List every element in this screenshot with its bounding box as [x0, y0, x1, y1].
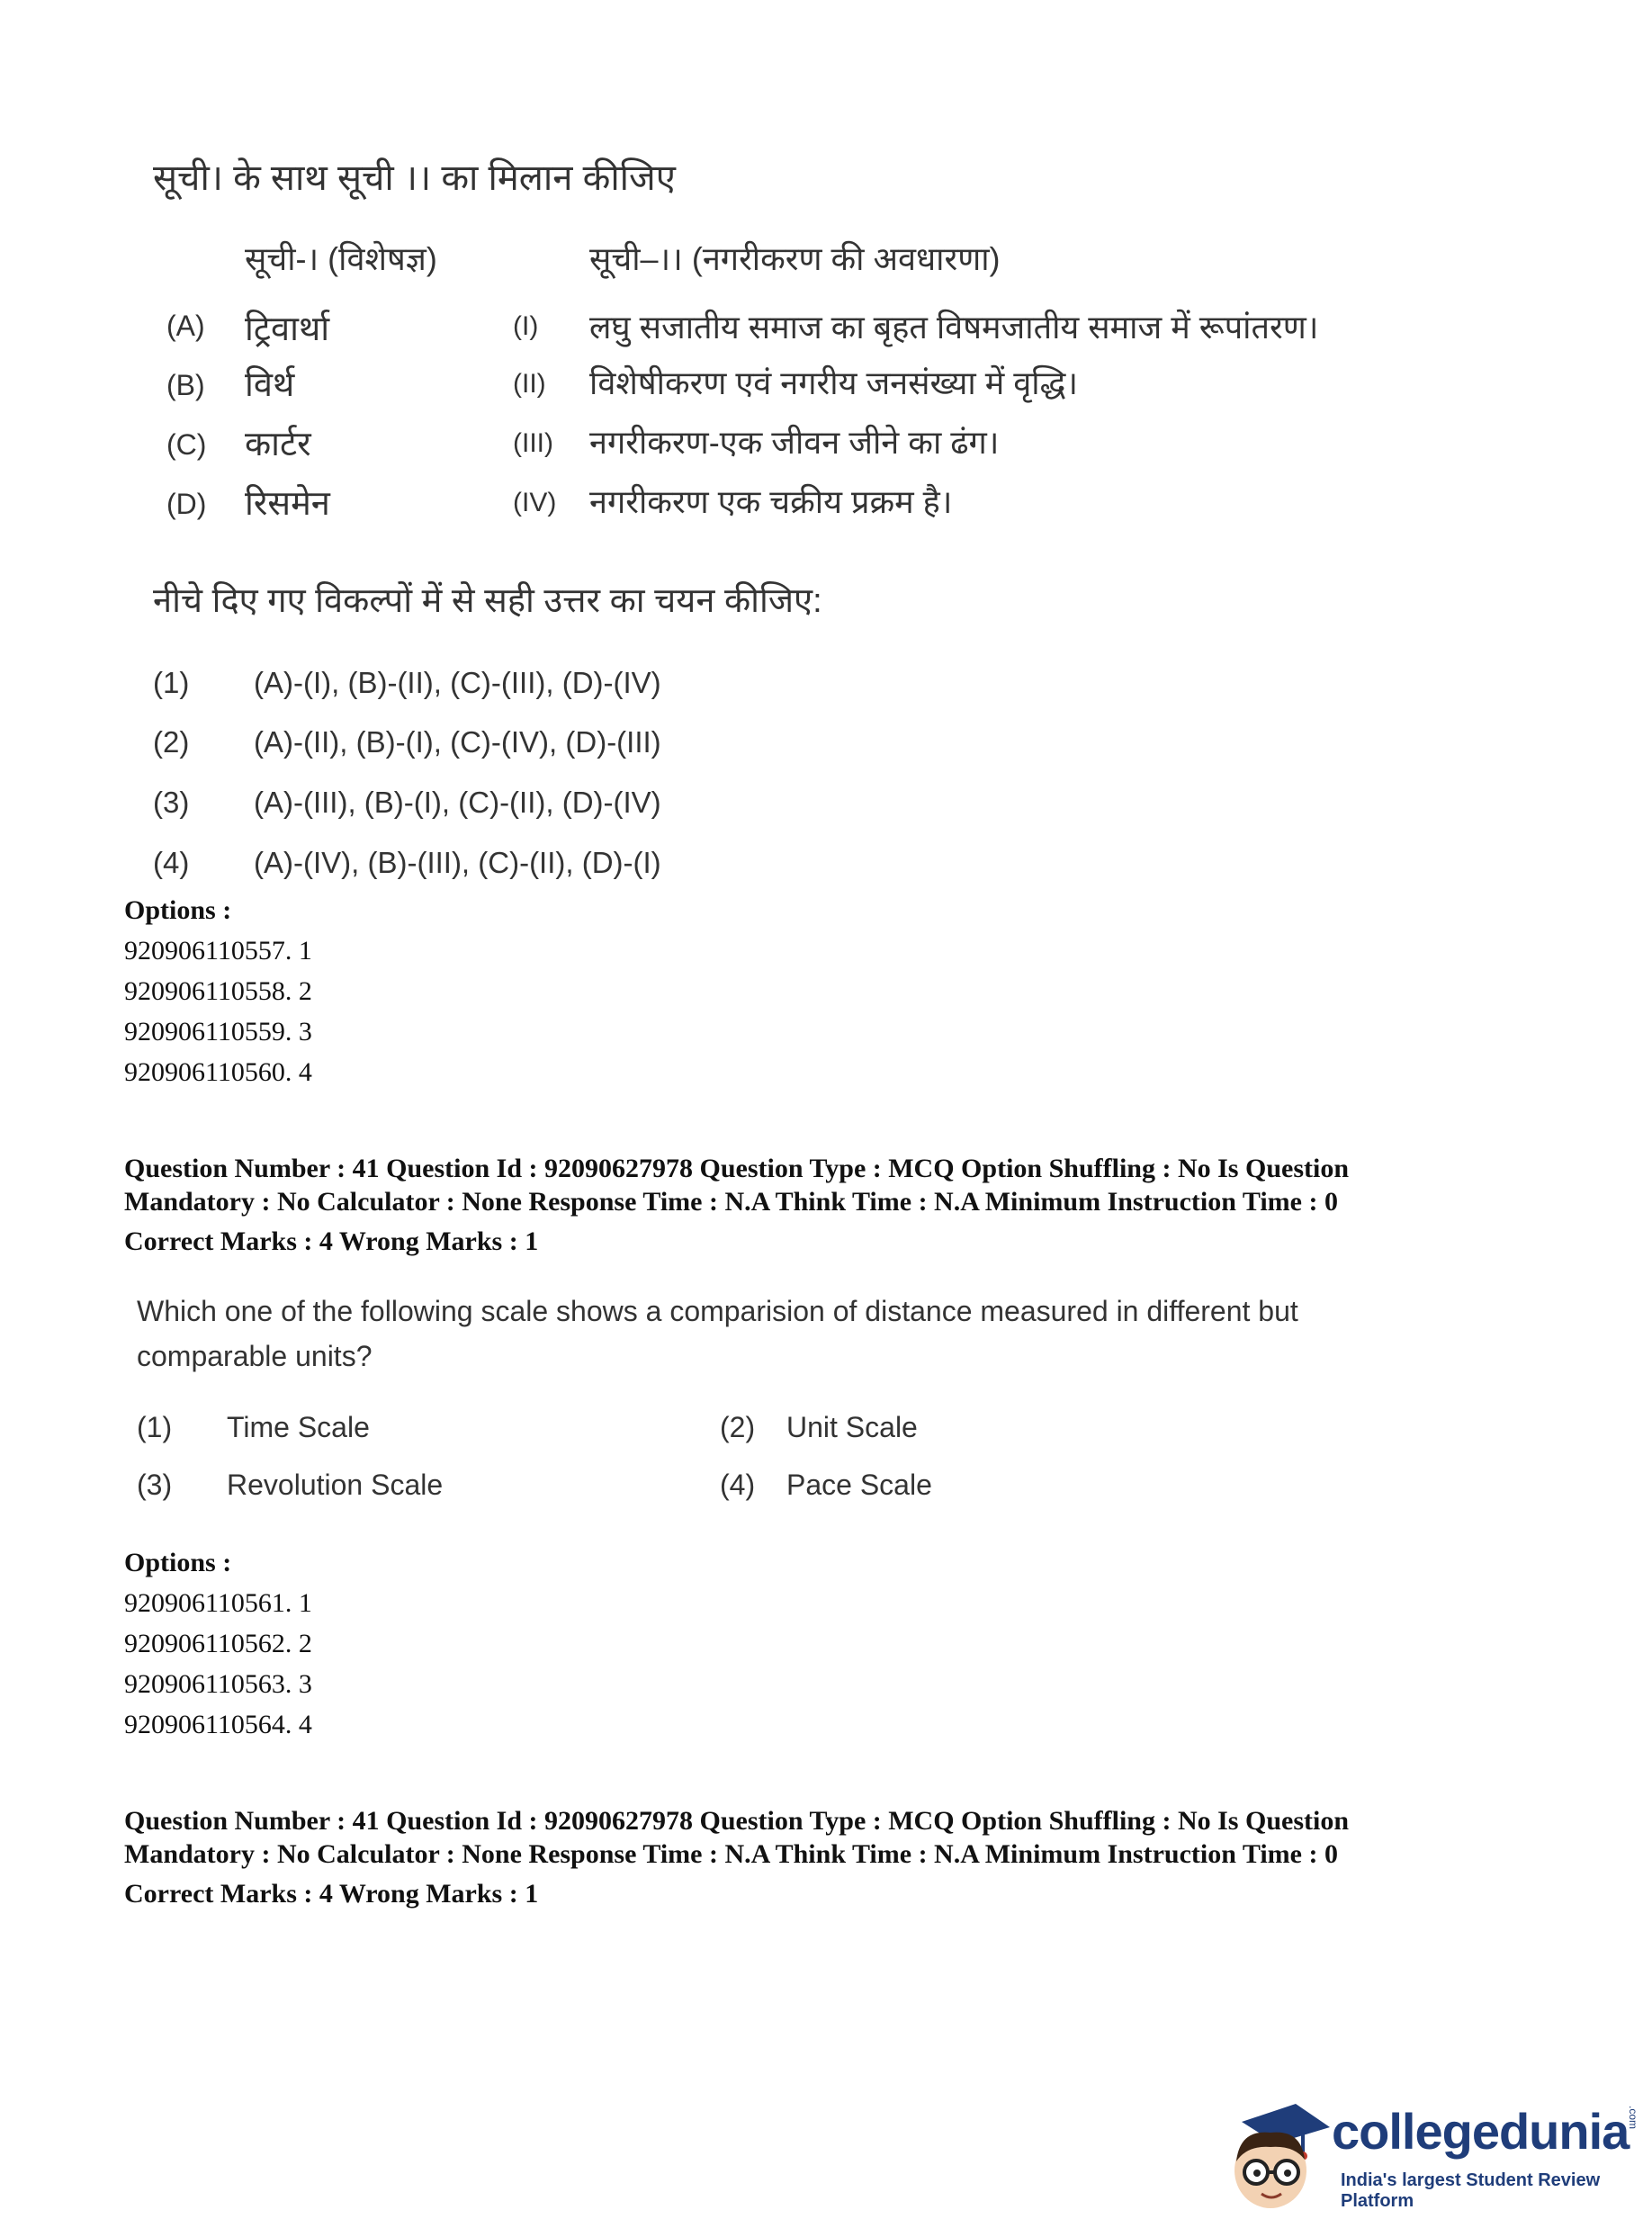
- answer-text: (A)-(II), (B)-(I), (C)-(IV), (D)-(III): [254, 725, 661, 759]
- list1-letter: (B): [166, 369, 205, 401]
- collegedunia-logo[interactable]: [1215, 2097, 1638, 2214]
- meta-line: Correct Marks : 4 Wrong Marks : 1: [124, 1879, 539, 1909]
- list2-item: लघु सजातीय समाज का बृहत विषमजातीय समाज में रूपांतरण।: [589, 309, 1319, 346]
- list2-roman: (III): [513, 428, 553, 458]
- answer-number: (3): [153, 786, 190, 819]
- question-meta: [124, 1804, 1528, 1910]
- hindi-instruction: नीचे दिए गए विकल्पों में से सही उत्तर का चयन कीजिए:: [153, 582, 822, 620]
- list2-roman: (I): [513, 311, 539, 341]
- english-option: Revolution Scale: [227, 1469, 444, 1501]
- list1-item: ट्रिवार्था: [245, 310, 330, 348]
- answer-number: (4): [153, 846, 190, 879]
- english-question-text: Which one of the following scale shows a comparision of distance measured in different but comparable units?: [137, 1295, 1298, 1372]
- list1-header: सूची-। (विशेषज्ञ): [245, 240, 437, 277]
- answer-number: (2): [153, 725, 190, 759]
- list2-item: नगरीकरण-एक जीवन जीने का ढंग।: [589, 424, 1000, 461]
- list2-item: विशेषीकरण एवं नगरीय जनसंख्या में वृद्धि।: [589, 364, 1079, 401]
- answer-number: (1): [153, 666, 190, 699]
- logo-wordmark: collegedunia: [1332, 2103, 1630, 2160]
- english-option: Unit Scale: [786, 1411, 918, 1443]
- answer-text: (A)-(I), (B)-(II), (C)-(III), (D)-(IV): [254, 666, 661, 699]
- options-title: Options :: [124, 895, 232, 925]
- list1-letter: (D): [166, 488, 207, 520]
- hindi-question-title: सूची। के साथ सूची ।। का मिलान कीजिए: [153, 158, 676, 198]
- option-id: 920906110563. 3: [124, 1669, 312, 1699]
- list1-item: विर्थ: [245, 366, 295, 404]
- question-meta: [124, 1152, 1528, 1258]
- meta-line: Question Number : 41 Question Id : 92090627978 Question Type : MCQ Option Shuffling : No Is Question: [124, 1154, 1350, 1183]
- english-option-number: (1): [137, 1411, 173, 1443]
- meta-line: Question Number : 41 Question Id : 92090627978 Question Type : MCQ Option Shuffling : No Is Question: [124, 1806, 1350, 1836]
- logo-tagline: India's largest Student Review Platform: [1341, 2170, 1601, 2211]
- option-id: 920906110560. 4: [124, 1057, 312, 1087]
- answer-text: (A)-(IV), (B)-(III), (C)-(II), (D)-(I): [254, 846, 661, 879]
- meta-line: Mandatory : No Calculator : None Response Time : N.A Think Time : N.A Minimum Instruction Time : 0: [124, 1839, 1338, 1869]
- english-option: Time Scale: [227, 1411, 370, 1443]
- meta-line: Correct Marks : 4 Wrong Marks : 1: [124, 1226, 539, 1256]
- logo-domain: .com: [1627, 2105, 1640, 2130]
- option-id: 920906110558. 2: [124, 976, 312, 1006]
- english-option-number: (2): [720, 1411, 756, 1443]
- list1-item: कार्टर: [245, 426, 311, 463]
- english-option-number: (4): [720, 1469, 756, 1501]
- list2-header: सूची–।। (नगरीकरण की अवधारणा): [589, 240, 1001, 277]
- list1-letter: (C): [166, 428, 207, 461]
- option-id: 920906110557. 1: [124, 936, 312, 966]
- answer-text: (A)-(III), (B)-(I), (C)-(II), (D)-(IV): [254, 786, 661, 819]
- english-option-number: (3): [137, 1469, 173, 1501]
- english-option: Pace Scale: [786, 1469, 932, 1501]
- option-id: 920906110561. 1: [124, 1588, 312, 1618]
- list1-item: रिसमेन: [245, 485, 330, 523]
- list2-item: नगरीकरण एक चक्रीय प्रक्रम है।: [589, 483, 953, 520]
- option-id: 920906110559. 3: [124, 1017, 312, 1047]
- option-id: 920906110564. 4: [124, 1710, 312, 1739]
- list2-roman: (II): [513, 369, 546, 399]
- option-id: 920906110562. 2: [124, 1629, 312, 1658]
- meta-line: Mandatory : No Calculator : None Response Time : N.A Think Time : N.A Minimum Instruction Time : 0: [124, 1187, 1338, 1217]
- mascot-icon: [1215, 2097, 1332, 2214]
- list1-letter: (A): [166, 310, 205, 342]
- list2-roman: (IV): [513, 488, 557, 517]
- options-title: Options :: [124, 1548, 232, 1577]
